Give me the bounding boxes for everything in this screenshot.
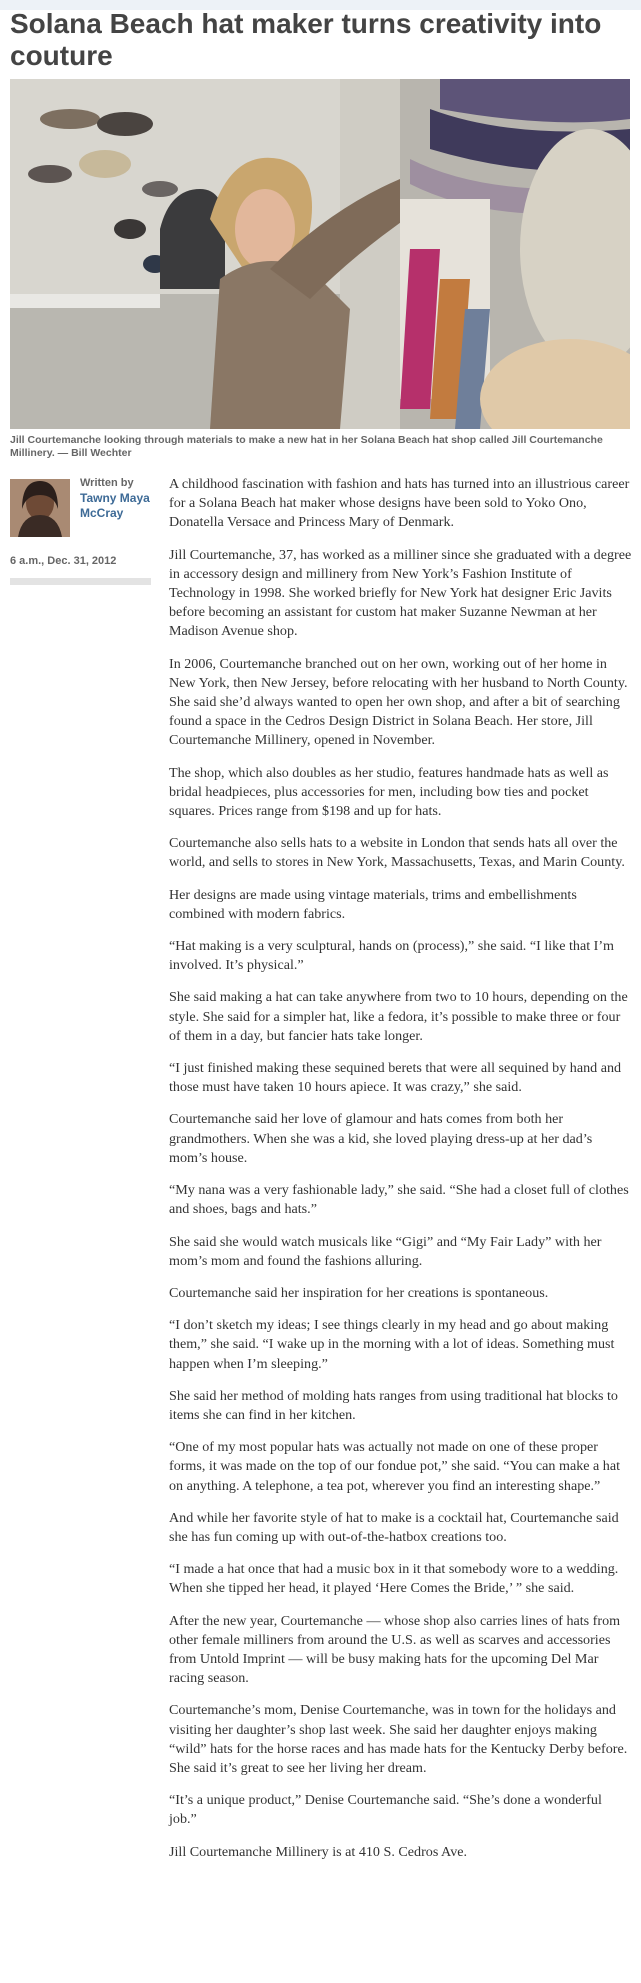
paragraph: She said making a hat can take anywhere from two to 10 hours, depending on the style. She said for a simpler hat, like a fedora, it’s possible to make three or four of them in a day, but fancier hats take longer. [169, 989, 628, 1044]
article-body [169, 475, 633, 1875]
paragraph: Jill Courtemanche, 37, has worked as a milliner since she graduated with a degree in accessory design and millinery from New York’s Fashion Institute of Technology in 1998. She worked briefly for New York hat designer Eric Javits before becoming an assistant for custom hat maker Suzanne Newman at her Madison Avenue shop. [169, 546, 632, 640]
paragraph: “It’s a unique product,” Denise Courtemanche said. “She’s done a wonderful job.” [169, 1792, 602, 1828]
paragraph: “Hat making is a very sculptural, hands on (process),” she said. “I like that I’m involved. It’s physical.” [169, 938, 614, 974]
paragraph: Courtemanche also sells hats to a website in London that sends hats all over the world, and sells to stores in New York, Massachusetts, Texas, and Marin County. [169, 835, 625, 871]
publish-date: 6 a.m., Dec. 31, 2012 [10, 555, 117, 567]
paragraph: “One of my most popular hats was actually not made on one of these proper forms, it was made on the top of our fondue pot,” she said. “You can make a hat on anything. A telephone, a tea pot, wherever you find an interesting shape.” [169, 1439, 621, 1494]
paragraph: In 2006, Courtemanche branched out on her own, working out of her home in New York, then New Jersey, before relocating with her husband to North County. She said she’d always wanted to open her own shop, and after a bit of searching found a space in the Cedros Design District in Solana Beach. Her store, Jill Courtemanche Millinery, opened in November. [169, 655, 628, 749]
headline: Solana Beach hat maker turns creativity into couture [10, 8, 602, 71]
paragraph: “My nana was a very fashionable lady,” she said. “She had a closet full of clothes and shoes, bags and hats.” [169, 1182, 629, 1218]
paragraph: “I just finished making these sequined berets that were all sequined by hand and those must have taken 10 hours apiece. It was crazy,” she said. [169, 1060, 622, 1096]
paragraph: She said her method of molding hats ranges from using traditional hat blocks to items she can find in her kitchen. [169, 1387, 618, 1423]
paragraph: Jill Courtemanche Millinery is at 410 S. Cedros Ave. [169, 1843, 468, 1860]
paragraph: Courtemanche’s mom, Denise Courtemanche, was in town for the holidays and visiting her daughter’s shop last week. She said her daughter enjoys making “wild” hats for the horse races and has made hats for the Kentucky Derby before. She said it’s great to see her living her dream. [169, 1702, 628, 1776]
paragraph: She said she would watch musicals like “Gigi” and “My Fair Lady” with her mom’s mom and found the fashions alluring. [169, 1233, 602, 1269]
photo-caption: Jill Courtemanche looking through materials to make a new hat in her Solana Beach hat shop called Jill Courtemanche Millinery. — Bill Wechter [10, 434, 603, 459]
author-link[interactable]: Tawny Maya McCray [80, 491, 150, 520]
paragraph: Her designs are made using vintage materials, trims and embellishments combined with modern fabrics. [169, 886, 577, 922]
sidebar-divider [10, 578, 151, 585]
paragraph: A childhood fascination with fashion and hats has turned into an illustrious career for a Solana Beach hat maker whose designs have been sold to Yoko Ono, Donatella Versace and Princess Mary of Denmark. [169, 476, 630, 531]
paragraph: And while her favorite style of hat to make is a cocktail hat, Courtemanche said she has fun coming up with out-of-the-hatbox creations too. [169, 1509, 619, 1545]
written-by-label: Written by [80, 477, 134, 489]
paragraph: “I made a hat once that had a music box in it that somebody wore to a wedding. When she tipped her head, it played ‘Here Comes the Bride,’ ” she said. [169, 1561, 619, 1597]
paragraph: Courtemanche said her inspiration for her creations is spontaneous. [169, 1284, 549, 1301]
author-avatar [10, 479, 70, 537]
paragraph: The shop, which also doubles as her studio, features handmade hats as well as bridal headpieces, plus accessories for men, including bow ties and pocket squares. Prices range from $198 and up for hats. [169, 764, 609, 820]
paragraph: “I don’t sketch my ideas; I see things clearly in my head and go about making them,” she said. “I wake up in the morning with a lot of ideas. Something must happen when I’m sleeping.” [169, 1317, 615, 1372]
paragraph: Courtemanche said her love of glamour and hats comes from both her grandmothers. When she was a kid, she loved playing dress-up at her dad’s mom’s house. [169, 1111, 593, 1166]
article-photo [10, 79, 630, 429]
paragraph: After the new year, Courtemanche — whose shop also carries lines of hats from other female milliners from around the U.S. as well as scarves and accessories from Untold Imprint — will be busy making hats for the upcoming Del Mar racing season. [169, 1612, 621, 1687]
